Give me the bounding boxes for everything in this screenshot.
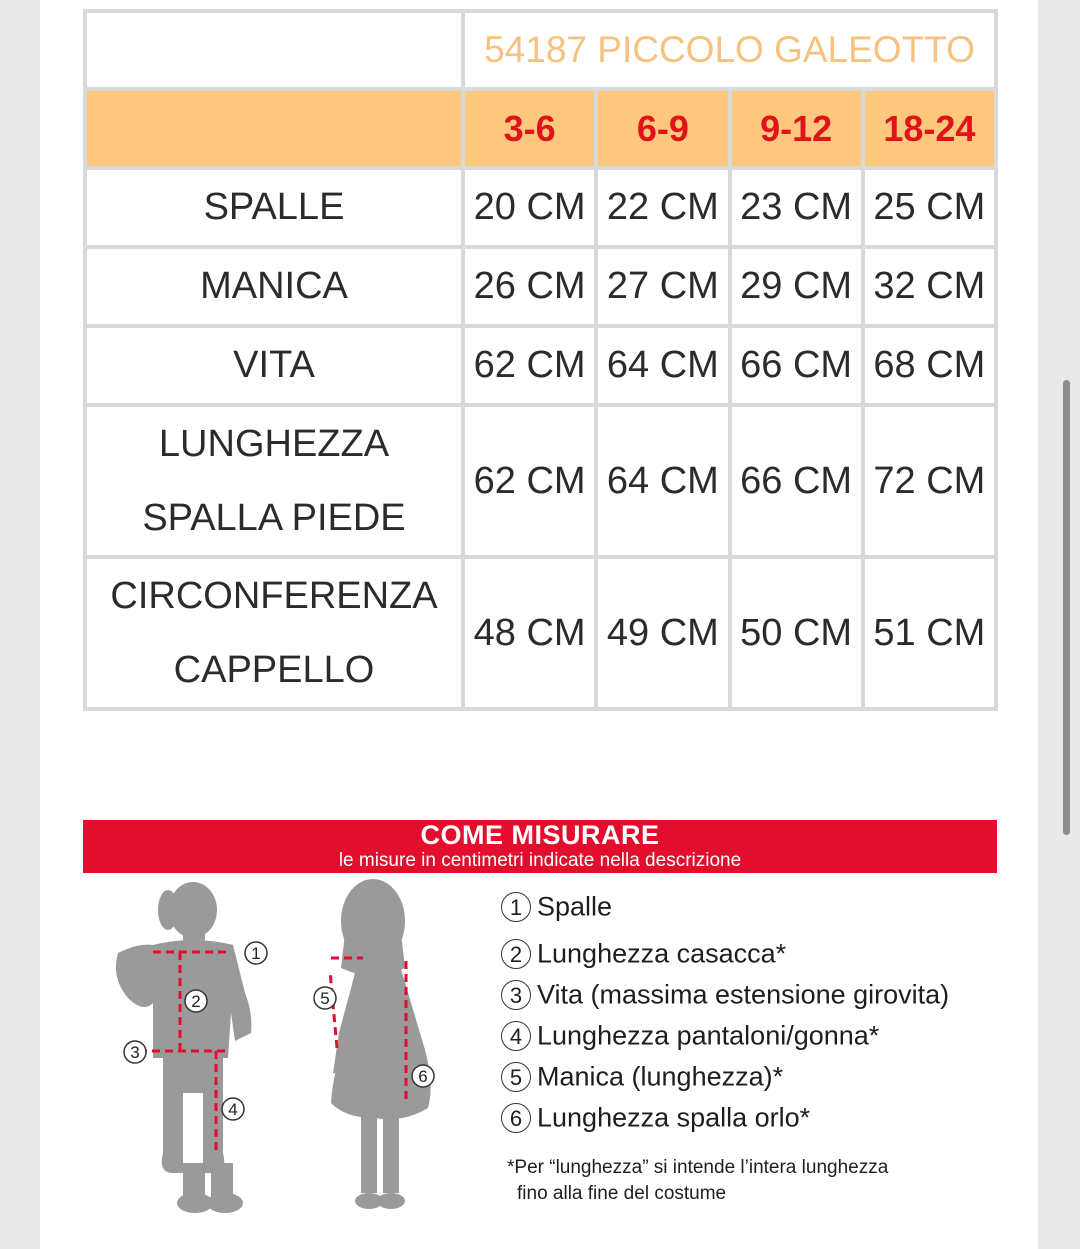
legend-label: Lunghezza pantaloni/gonna* — [537, 1020, 880, 1051]
measure-cell: 72 CM — [865, 407, 994, 555]
measure-cell: 26 CM — [465, 249, 594, 324]
row-label — [87, 559, 461, 707]
measure-cell: 51 CM — [865, 559, 994, 707]
size-header-row — [87, 91, 994, 166]
legend-number: 1 — [501, 892, 531, 922]
note-line: fino alla fine del costume — [517, 1183, 727, 1204]
row-label-line: CAPPELLO — [173, 649, 375, 691]
note-line: *Per “lunghezza” si intende l’intera lunghezza — [507, 1157, 889, 1178]
legend-item — [501, 1060, 783, 1092]
measure-cell: 27 CM — [598, 249, 727, 324]
size-header-cell: 6-9 — [598, 91, 727, 166]
marker-3 — [124, 1041, 146, 1063]
scrollbar[interactable] — [1063, 380, 1070, 835]
measure-cell: 48 CM — [465, 559, 594, 707]
row-label-line: LUNGHEZZA — [158, 423, 390, 465]
marker-number: 3 — [130, 1043, 140, 1062]
legend-label: Manica (lunghezza)* — [537, 1061, 784, 1092]
legend-item — [501, 1019, 879, 1051]
size-header-blank — [87, 91, 461, 166]
size-header-cell: 18-24 — [865, 91, 994, 166]
measure-cell: 64 CM — [598, 407, 727, 555]
measure-cell: 22 CM — [598, 170, 727, 245]
legend-item — [501, 978, 949, 1010]
marker-6 — [412, 1065, 434, 1087]
measure-cell: 66 CM — [732, 407, 861, 555]
how-to-measure-section — [83, 820, 997, 1220]
size-header-cell: 3-6 — [465, 91, 594, 166]
measure-cell: 25 CM — [865, 170, 994, 245]
legend-label: Vita (massima estensione girovita) — [537, 979, 950, 1010]
legend-item — [501, 1101, 810, 1133]
measure-cell: 23 CM — [732, 170, 861, 245]
banner-subtitle: le misure in centimetri indicate nella descrizione — [338, 850, 742, 871]
marker-number: 4 — [228, 1100, 238, 1119]
table-row — [87, 407, 994, 555]
marker-number: 5 — [320, 989, 330, 1008]
table-row — [87, 559, 994, 707]
legend-number: 2 — [501, 939, 531, 969]
marker-4 — [222, 1098, 244, 1120]
row-label: SPALLE — [87, 170, 461, 245]
legend-number: 5 — [501, 1062, 531, 1092]
product-title: 54187 PICCOLO GALEOTTO — [465, 13, 994, 87]
girl-figure — [331, 879, 431, 1209]
marker-number: 2 — [191, 992, 201, 1011]
measure-cell: 20 CM — [465, 170, 594, 245]
legend-number: 6 — [501, 1103, 531, 1133]
legend-number: 3 — [501, 980, 531, 1010]
measurement-figures — [83, 873, 483, 1220]
row-label: VITA — [87, 328, 461, 403]
marker-number: 1 — [251, 944, 261, 963]
legend-item — [501, 890, 612, 922]
measure-cell: 64 CM — [598, 328, 727, 403]
legend-label: Lunghezza spalla orlo* — [537, 1102, 811, 1133]
measure-cell: 50 CM — [732, 559, 861, 707]
empty-corner-cell — [87, 13, 461, 87]
marker-number: 6 — [418, 1067, 428, 1086]
row-label-line: CIRCONFERENZA — [110, 575, 438, 617]
measure-cell: 62 CM — [465, 328, 594, 403]
banner-title: COME MISURARE — [420, 820, 660, 850]
measure-cell: 32 CM — [865, 249, 994, 324]
how-to-measure-banner — [83, 820, 997, 873]
length-note — [507, 1155, 888, 1207]
legend-number: 4 — [501, 1021, 531, 1051]
measure-cell: 62 CM — [465, 407, 594, 555]
legend-item — [501, 937, 786, 969]
measure-cell: 49 CM — [598, 559, 727, 707]
size-header-cell: 9-12 — [732, 91, 861, 166]
table-row — [87, 249, 994, 324]
table-row — [87, 170, 994, 245]
marker-2 — [185, 990, 207, 1012]
row-label: MANICA — [87, 249, 461, 324]
title-row — [87, 13, 994, 87]
row-label-line: SPALLA PIEDE — [142, 497, 406, 539]
legend-label: Spalle — [537, 891, 613, 922]
marker-1 — [245, 942, 267, 964]
measure-cell: 66 CM — [732, 328, 861, 403]
table-row — [87, 328, 994, 403]
size-chart-table — [83, 9, 998, 711]
legend-label: Lunghezza casacca* — [537, 938, 787, 969]
row-label — [87, 407, 461, 555]
marker-5 — [314, 987, 336, 1009]
measure-cell: 68 CM — [865, 328, 994, 403]
measure-cell: 29 CM — [732, 249, 861, 324]
